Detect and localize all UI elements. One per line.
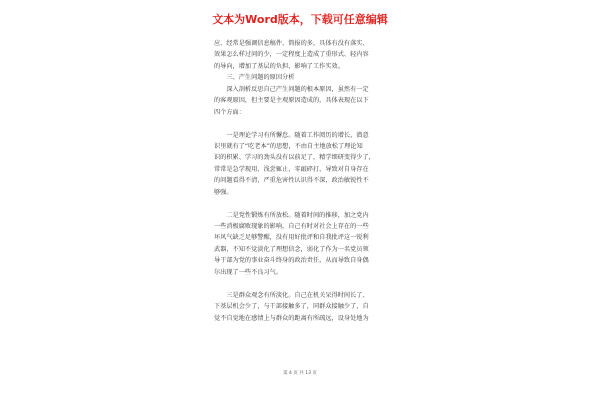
text-line: 一些消极腐败现象的影响，自己有时对社会上存在的一些: [214, 223, 369, 230]
paragraph-gap: [214, 198, 389, 209]
page-number: 第 4 页 共 13 页: [283, 371, 317, 376]
text-line: 武器，不知不觉淡化了理想信念，弱化了作为一名党员领: [214, 245, 369, 253]
paragraph-gap: [214, 118, 389, 129]
document-body: [214, 38, 389, 324]
text-line: 够强。: [214, 188, 233, 196]
text-line: 四个方面：: [214, 108, 245, 116]
watermark-header: 文本为Word版本，下载可任意编辑: [212, 13, 388, 26]
text-line: 三、产生问题的原因分析: [214, 74, 295, 82]
text-line: 应、经常是强调信息稿件、简报的多，具体有没有落实、: [214, 40, 369, 47]
text-line: 的问题看得不清，严重危害性认识得不深，政治敏锐性不: [214, 177, 369, 185]
text-line: 一是理论学习有所懈怠。随着工作阅历的增长，潜意: [214, 131, 369, 139]
text-line: 坏风气缺乏足够警醒，没有用好批评和自我批评这一锐利: [214, 234, 369, 242]
text-line: 二是党性锻炼有所放松。随着时间的推移，加之党内: [214, 211, 369, 219]
text-line: 尔出现了一些不良习气。: [214, 268, 283, 276]
text-line: 的导向，增加了基层的负担，影响了工作实效。: [214, 62, 344, 70]
text-line: 识的积累、学习的劲头没有以前足了，精学细研变得少了，: [214, 154, 375, 162]
text-line: 觉不自觉地在感情上与群众的距离有所疏远，设身处地为: [214, 314, 369, 322]
paragraph-gap: [214, 278, 389, 289]
text-line: 深入剖析反思自己产生问题的根本原因，虽然有一定: [214, 85, 369, 93]
text-line: 识里就有了“吃老本”的思想，不由自主地放松了理论知: [214, 142, 363, 150]
text-line: 三是群众观念有所淡化。自己在机关呆得时间长了、: [214, 291, 369, 299]
text-line: 下基层机会少了，与干部接触多了，同群众接触少了，自: [214, 303, 369, 311]
text-line: 导干部为党的事业奋斗终身的政治责任，从而导致自身偶: [214, 257, 369, 265]
text-line: 效果怎么样过问的少，一定程度上造成了重形式、轻内容: [214, 51, 369, 59]
text-line: 的客观原因，但主要是主观原因造成的，具体表现在以下: [214, 97, 369, 105]
text-line: 常常是急学现用、浅尝辄止、零敲碎打，导致对自身存在: [214, 165, 369, 173]
